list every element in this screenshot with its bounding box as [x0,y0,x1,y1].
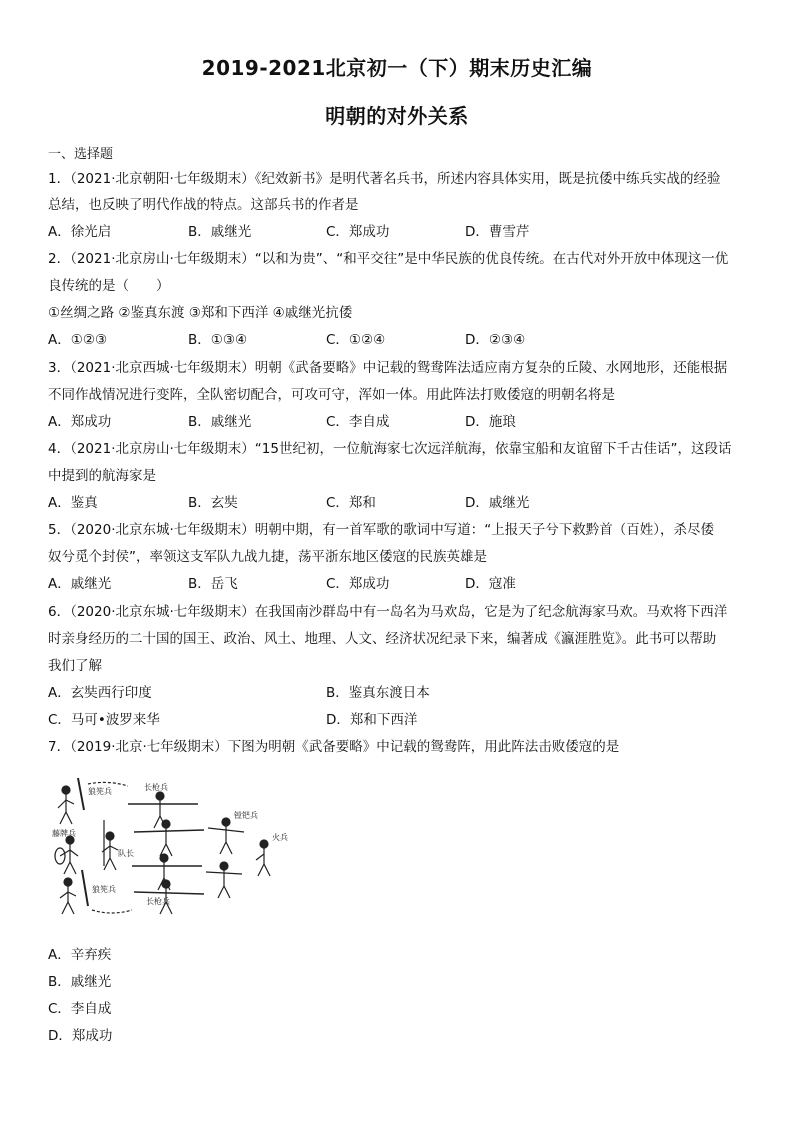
q7-option-d: D．郑成功 [48,1028,113,1044]
question-1-line-2: 总结，也反映了明代作战的特点。这部兵书的作者是 [48,197,359,213]
formation-drawing [48,770,288,920]
soldier-figure [58,778,84,824]
question-5-line-1: 5．（2020·北京东城·七年级期末）明朝中期，有一首军歌的歌词中写道：“上报天子兮下救黔首（百姓），杀尽倭 [48,522,715,538]
question-2-line-3: ①丝绸之路 ②鉴真东渡 ③郑和下西洋 ④戚继光抗倭 [48,305,353,321]
question-6-line-2: 时亲身经历的二十国的国王、政治、风土、地理、人文、经济状况纪录下来，编著成《瀛涯胜览》。此书可以帮助 [48,631,717,647]
question-6-line-1: 6．（2020·北京东城·七年级期末）在我国南沙群岛中有一岛名为马欢岛，它是为了纪念航海家马欢。马欢将下西洋 [48,604,728,620]
q6-option-d: D．郑和下西洋 [326,712,418,728]
question-3-line-2: 不同作战情况进行变阵，全队密切配合，可攻可守，浑如一体。用此阵法打败倭寇的明朝名将是 [48,387,615,403]
q1-option-a: A．徐光启 [48,224,112,240]
q2-option-c: C．①②④ [326,332,386,348]
question-3-line-1: 3．（2021·北京西城·七年级期末）明朝《武备要略》中记载的鸳鸯阵法适应南方复杂的丘陵、水网地形，还能根据 [48,360,728,376]
q1-option-d: D．曹雪芹 [465,224,530,240]
q3-option-d: D．施琅 [465,414,516,430]
q2-option-a: A．①②③ [48,332,108,348]
document-title: 2019-2021北京初一（下）期末历史汇编 [201,56,593,80]
figure-label: 狼筅兵 [92,885,116,894]
q3-option-c: C．李自成 [326,414,390,430]
question-4-line-2: 中提到的航海家是 [48,468,156,484]
document-subtitle: 明朝的对外关系 [325,104,469,128]
q5-option-a: A．戚继光 [48,576,112,592]
q5-option-c: C．郑成功 [326,576,390,592]
section-heading: 一、选择题 [48,147,114,162]
figure-label: 长枪兵 [146,897,170,906]
formation-figure [48,770,288,920]
q6-option-a: A．玄奘西行印度 [48,685,152,701]
question-2-line-2: 良传统的是（ ） [48,278,170,294]
q6-option-b: B．鉴真东渡日本 [326,685,430,701]
q2-option-d: D．②③④ [465,332,526,348]
q3-option-b: B．戚继光 [188,414,252,430]
figure-label: 火兵 [272,833,288,842]
soldier-figure [206,862,242,898]
question-2-line-1: 2．（2021·北京房山·七年级期末）“以和为贵”、“和平交往”是中华民族的优良传统。在古代对外开放中体现这一优 [48,251,729,267]
q7-option-b: B．戚继光 [48,974,112,990]
q6-option-c: C．马可•波罗来华 [48,712,160,728]
soldier-figure [256,840,270,876]
q5-option-b: B．岳飞 [188,576,238,592]
soldier-figure [102,820,118,870]
question-7-line-1: 7．（2019·北京·七年级期末）下图为明朝《武备要略》中记载的鸳鸯阵，用此阵法击败倭寇的是 [48,739,620,755]
figure-label: 藤牌兵 [52,829,76,838]
q1-option-b: B．戚继光 [188,224,252,240]
figure-label: 镗钯兵 [234,811,258,820]
question-6-line-3: 我们了解 [48,658,102,674]
q7-option-a: A．辛弃疾 [48,947,112,963]
q4-option-a: A．鉴真 [48,495,98,511]
question-4-line-1: 4．（2021·北京房山·七年级期末）“15世纪初，一位航海家七次远洋航海，依靠宝船和友谊留下千古佳话”，这段话 [48,441,732,457]
q1-option-c: C．郑成功 [326,224,390,240]
figure-label: 狼筅兵 [88,787,112,796]
soldier-figure [60,870,88,914]
figure-label: 队长 [118,849,134,858]
q4-option-d: D．戚继光 [465,495,530,511]
question-5-line-2: 奴兮觅个封侯”，率领这支军队九战九捷，荡平浙东地区倭寇的民族英雄是 [48,549,487,565]
q5-option-d: D．寇准 [465,576,516,592]
question-1-line-1: 1．（2021·北京朝阳·七年级期末）《纪效新书》是明代著名兵书，所述内容具体实用，既是抗倭中练兵实战的经验 [48,171,721,187]
q4-option-c: C．郑和 [326,495,376,511]
soldier-figure [134,820,204,856]
soldier-figure [208,818,244,854]
q7-option-c: C．李自成 [48,1001,112,1017]
soldier-figure [55,836,78,874]
figure-label: 长枪兵 [144,783,168,792]
q3-option-a: A．郑成功 [48,414,112,430]
q2-option-b: B．①③④ [188,332,248,348]
q4-option-b: B．玄奘 [188,495,238,511]
